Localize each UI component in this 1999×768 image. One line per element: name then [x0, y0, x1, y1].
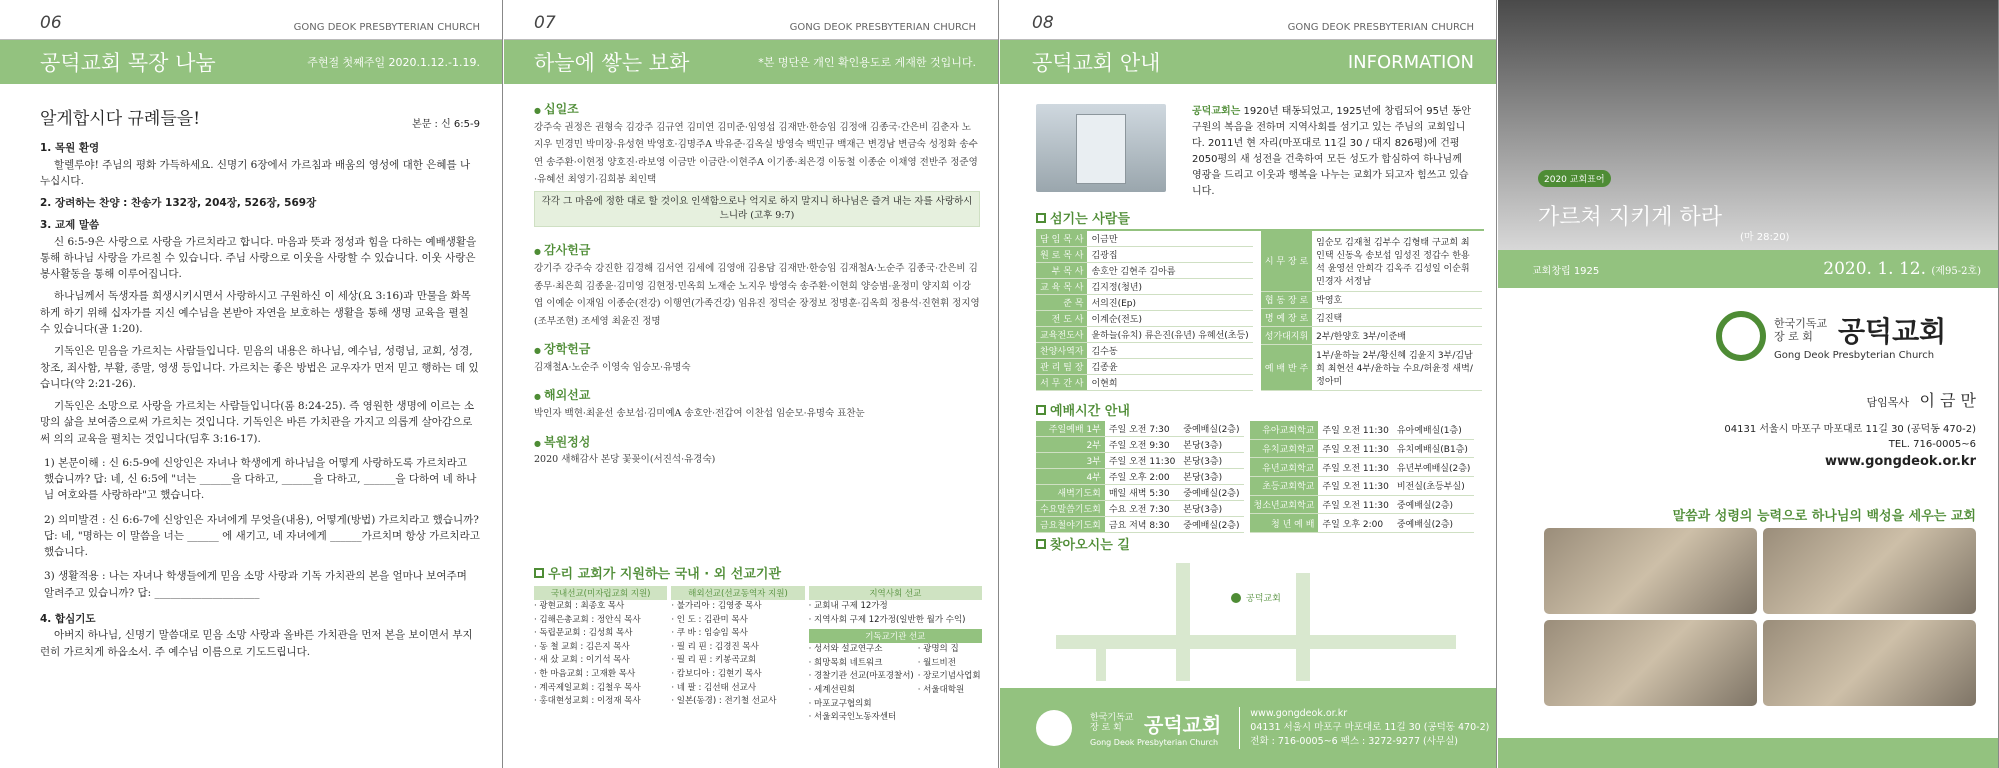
row-label: 금요철야기도회: [1036, 517, 1105, 533]
section-heading: 1. 목원 환영: [40, 142, 100, 155]
list-item: · 불가리아 : 김영중 목사: [671, 601, 762, 611]
footer-address: 04131 서울시 마포구 마포대로 11길 30 (공덕동 470-2): [1250, 721, 1490, 733]
paragraph: 기독인은 믿음을 가르치는 사람들입니다. 믿음의 내용은 하나님, 예수님, 성령님, 교회, 성경, 창조, 죄사함, 부활, 종말, 영생 등입니다. 가르치는 좋은 방법은 교우자가 먼저 믿고 행하는 데 있습니다(약 2:21-26).: [40, 345, 479, 390]
logo-name-en: Gong Deok Presbyterian Church: [1090, 738, 1219, 747]
cell: 김지정(청년): [1087, 279, 1252, 295]
church-location-marker: [1231, 593, 1241, 603]
list-item: · 장로기념사업회: [917, 671, 981, 682]
motto-badge: 2020 교회표어: [1538, 170, 1611, 187]
page-title: 공덕교회 안내: [1032, 51, 1161, 75]
cell: 유년부예배실(2층): [1393, 458, 1475, 477]
table-row: [1250, 458, 1475, 477]
website[interactable]: www.gongdeok.or.kr: [1824, 454, 1976, 469]
list-item: · 김해은총교회 : 정안식 목사: [534, 614, 641, 625]
row-label: 원 로 목 사: [1036, 247, 1087, 263]
church-name-en: GONG DEOK PRESBYTERIAN CHURCH: [789, 22, 976, 33]
row-label: 유치교회학교: [1250, 439, 1319, 458]
offering-heading: ● 해외선교: [534, 386, 980, 405]
row-label: 관 리 팀 장: [1036, 359, 1087, 375]
page-header: [504, 0, 998, 40]
table-row: [1250, 495, 1475, 514]
bottom-band: [1498, 738, 1998, 768]
date-band: [1498, 250, 1999, 288]
list-item: · 홍대현성교회 : 이정재 목사: [534, 696, 641, 707]
page-subtitle: 주현절 첫째주일 2020.1.12.-1.19.: [307, 56, 480, 69]
table-row: [1036, 327, 1253, 343]
page-07: [504, 0, 999, 768]
page-06: [0, 0, 503, 768]
cell: 김수동: [1087, 343, 1252, 359]
row-label: 수요말씀기도회: [1036, 501, 1105, 517]
list-item: · 월드비전: [917, 657, 956, 668]
mission-col-head: 해외선교(선교동역자 지원): [671, 586, 804, 600]
cell: 김종윤: [1087, 359, 1252, 375]
table-row: [1036, 311, 1253, 327]
row-label: 주일예배 1부: [1036, 421, 1105, 437]
table-row: [1250, 421, 1475, 439]
cell: 중예배실(2층): [1179, 517, 1243, 533]
map-section: [1036, 534, 1484, 687]
table-row: [1036, 247, 1253, 263]
cell: 주일 오전 11:30: [1318, 421, 1392, 439]
list-item: · 교회내 구제 12가정: [808, 601, 888, 611]
staff-title: 섬기는 사람들: [1036, 208, 1484, 227]
cell: 주일 오전 9:30: [1105, 437, 1179, 453]
cell: 중예배실(2층): [1179, 485, 1243, 501]
offering-heading: ● 십일조: [534, 100, 980, 119]
page-08: [1000, 0, 1497, 768]
congregation-photo: [1498, 0, 1999, 250]
logo-name: 공덕교회: [1144, 713, 1222, 737]
page-header: [0, 0, 502, 40]
list-item: · 경찰기관 선교(마포경찰서): [808, 671, 914, 682]
table-row: [1250, 476, 1475, 495]
cell: 1부/윤하늘 2부/황신혜 김윤지 3부/김남희 최현선 4부/윤하늘 수요/허윤정 새벽/정아미: [1312, 344, 1482, 390]
cell: 이현희: [1087, 375, 1252, 391]
row-label: 청 년 예 배: [1250, 514, 1319, 533]
question: 3) 생활적용 : 나는 자녀나 학생들에게 믿음 소망 사랑과 기독 가치관의 본을 얼마나 보여주며 알려주고 있습니까? 답: ____________________: [44, 570, 467, 599]
list-item: · 서울대학원: [917, 684, 965, 695]
cell: 금요 저녁 8:30: [1105, 517, 1179, 533]
table-row: [1036, 421, 1244, 437]
list-item: · 필 리 핀 : 키봉곡교회: [671, 655, 757, 666]
list-item: · 계곡제일교회 : 김철우 목사: [534, 682, 641, 693]
table-row: [1261, 326, 1482, 344]
page-header: [1000, 0, 1496, 40]
contact-block: [1724, 422, 1976, 472]
table-row: [1036, 263, 1253, 279]
row-label: 새벽기도회: [1036, 485, 1105, 501]
table-row: [1036, 453, 1244, 469]
row-label: 유년교회학교: [1250, 458, 1319, 477]
address: 04131 서울시 마포구 마포대로 11길 30 (공덕동 470-2): [1724, 424, 1976, 435]
worship-table: [1036, 421, 1244, 533]
list-item: · 광명의 집: [917, 644, 959, 655]
table-row: [1036, 501, 1244, 517]
church-intro: 공덕교회는 1920년 태동되었고, 1925년에 창립되어 95년 동안 구원의 복음을 전하며 지역사회를 섬기고 있는 주님의 교회입니다. 2011년 현 자리(마포대로 11길 30 / 대지 826평)에 건평 2050평의 새 성전을 건축하여 모든 성도가 합심하여 하나님께 영광을 드리고 이웃과 행복을 나누는 교회가 되고자 힘쓰고 있습니다.: [1192, 106, 1472, 197]
mission-col-head: 지역사회 선교: [809, 586, 982, 600]
cell: 윤하늘(유치) 류은진(유년) 유혜선(초등): [1087, 327, 1252, 343]
row-label: 3부: [1036, 453, 1105, 469]
table-row: [1036, 343, 1253, 359]
church-building-image: [1036, 104, 1166, 192]
table-row: [1036, 485, 1244, 501]
offering-names: 강기주 강주숙 강진한 김경해 김서연 김세에 김영애 김용담 김재만·한승임 김재철A·노순주 김종국·간은비 김종무·최은희 김종윤·김미영 김현정·민옥희 노재순 노지우 방영숙 송주환·이현희 양승범·윤정미 양지희 이강엽 이예순 이재임 이종순(전강) 이행연(가족건강) 임유진 정덕순 장정보 정명훈·김옥희 정용석·진현휘 정지영(조부조현) 조세영 최윤진 정명: [534, 262, 980, 327]
motto-reference: (마 28:20): [1740, 232, 1790, 243]
staff-section: [1036, 208, 1484, 391]
title-band: [1000, 40, 1496, 84]
mission-list: [918, 643, 981, 725]
sermon-heading: 알게합시다 규례들을!: [40, 109, 201, 129]
cell: 주일 오전 11:30: [1105, 453, 1179, 469]
cell: 김광집: [1087, 247, 1252, 263]
offering-heading: ● 장학헌금: [534, 340, 980, 359]
table-row: [1250, 439, 1475, 458]
list-item: · 서울외국인노동자센터: [808, 712, 897, 723]
table-row: [1036, 469, 1244, 485]
section-heading: 2. 장려하는 찬양 : 찬송가 132장, 204장, 526장, 569장: [40, 197, 317, 210]
list-item: · 캄보디아 : 김현기 목사: [671, 668, 762, 679]
mission-section: [534, 563, 982, 725]
bible-verse: 각각 그 마음에 정한 대로 할 것이요 인색함으로나 억지로 하지 말지니 하나님은 즐겨 내는 자를 사랑하시느니라 (고후 9:7): [534, 191, 980, 228]
pastor-line: 담임목사 이 금 만: [1866, 391, 1976, 410]
list-item: · 독립문교회 : 김성희 목사: [534, 628, 633, 639]
bulletin-date: 2020. 1. 12. (제95-2호): [1823, 259, 1981, 279]
paragraph: 신 6:5-9은 사랑으로 사랑을 가르치라고 합니다. 마음과 뜻과 정성과 힘을 다하는 예배생활을 통해 하나님 사랑을 가르칠 수 있습니다. 주님 사랑으로 이웃을 사랑할 수 있습니다. 이웃 사랑은 봉사활동을 통해 이루어집니다.: [40, 235, 477, 281]
cell: 주일 오전 11:30: [1318, 495, 1392, 514]
offering-names: 박인자 백현·최윤선 송보섭·김미예A 송호안·전갑여 이찬섭 임순모·유명숙 표찬눈: [534, 407, 865, 419]
row-label: 예 배 반 주: [1261, 344, 1312, 390]
cell: 김진택: [1312, 309, 1482, 327]
directions-map[interactable]: [1036, 553, 1476, 683]
list-item: · 희망목회 네트워크: [808, 657, 883, 668]
cell: 2부/한양호 3부/이준배: [1312, 326, 1482, 344]
list-item: · 지역사회 구제 12가정(일반한 월가 수익): [808, 614, 966, 625]
cell: 박영호: [1312, 291, 1482, 309]
photo: [1763, 620, 1976, 706]
row-label: 전 도 사: [1036, 311, 1087, 327]
mission-col-head: 국내선교(미자립교회 지원): [534, 586, 667, 600]
paragraph: 하나님께서 독생자를 희생시키시면서 사랑하시고 구원하신 이 세상(요 3:16)과 만물을 화목하게 하기 위해 십자가를 지신 예수님을 본받아 자연을 보호하는 생활을 통해 생명 교육을 펼칠 수 있습니다(골 1:20).: [40, 290, 471, 335]
page-footer: [1000, 688, 1496, 768]
list-item: · 성서와 설교연구소: [808, 644, 883, 655]
footer-website[interactable]: www.gongdeok.or.kr: [1250, 707, 1348, 719]
row-label: 유아교회학교: [1250, 421, 1319, 439]
logo-denomination: 한국기독교 장 로 회: [1090, 712, 1134, 733]
scripture-ref: 본문 : 신 6:5-9: [412, 118, 480, 130]
table-row: [1036, 375, 1253, 391]
cell: 주일 오전 11:30: [1318, 476, 1392, 495]
list-item: · 광현교회 : 최종호 목사: [534, 601, 625, 611]
list-item: · 일본(동경) : 전기철 선교사: [671, 696, 777, 707]
table-row: [1261, 231, 1482, 291]
church-name-en: GONG DEOK PRESBYTERIAN CHURCH: [293, 22, 480, 33]
page-title: 공덕교회 목장 나눔: [40, 51, 216, 75]
row-label: 담 임 목 사: [1036, 231, 1087, 247]
cell: 주일 오후 2:00: [1318, 514, 1392, 533]
mission-list: [809, 643, 914, 725]
question: 1) 본문이해 : 신 6:5-9에 신앙인은 자녀나 학생에게 하나님을 어떻게 사랑하도록 가르치라고 했습니까? 답: 네, 신 6:5에 "너는 ______을 다하고, ______을 다하고, ______을 다하여 네 하나님 여호와를 사랑하라"고 했습니다.: [44, 456, 477, 502]
church-logo: [1716, 310, 1946, 361]
page-title: 하늘에 쌓는 보화: [534, 51, 690, 75]
row-label: 교육전도사: [1036, 327, 1087, 343]
paragraph: 아버지 하나님, 신명기 말씀대로 믿음 소망 사랑과 올바른 가치관을 먼저 본을 보이면서 부지런히 가르치게 하옵소서. 주 예수님 이름으로 기도드립니다.: [40, 629, 473, 658]
cell: 송호안 김현주 김아름: [1087, 263, 1252, 279]
list-item: · 새 샀 교회 : 이기석 목사: [534, 655, 630, 666]
cell: 주일 오전 11:30: [1318, 458, 1392, 477]
cell: 유아예배실(1층): [1393, 421, 1475, 439]
table-row: [1036, 231, 1253, 247]
question: 2) 의미발견 : 신 6:6-7에 신앙인은 자녀에게 무엇을(내용), 어떻게(방법) 가르치라고 했습니까? 답: 네, "명하는 이 말씀을 너는 ______ 에 새기고, 네 자녀에게 ______가르치며 항상 가르치라고 했습니다.: [44, 513, 480, 559]
church-name-en: GONG DEOK PRESBYTERIAN CHURCH: [1287, 22, 1474, 33]
cover-page: [1498, 0, 1999, 768]
offering-heading: ● 감사헌금: [534, 241, 980, 260]
list-item: · 필 리 핀 : 김경진 목사: [671, 641, 759, 652]
cell: 이계순(전도): [1087, 311, 1252, 327]
church-motto: 가르쳐 지키게 하라: [1538, 205, 1723, 230]
worship-table: [1250, 421, 1475, 533]
cell: 본당(3층): [1179, 437, 1243, 453]
list-item: · 인 도 : 김관미 목사: [671, 614, 748, 625]
row-label: 시 무 장 로: [1261, 231, 1312, 291]
photo: [1544, 528, 1757, 614]
cell: 본당(3층): [1179, 501, 1243, 517]
page-subtitle: *본 명단은 개인 확인용도로 게재한 것입니다.: [758, 56, 976, 69]
offering-heading: ● 복원정성: [534, 433, 980, 452]
church-logo-icon: [1716, 311, 1766, 361]
mission-col-head: 기독교기관 선교: [809, 629, 982, 643]
page-number: 06: [40, 13, 62, 33]
page-number: 08: [1032, 13, 1054, 33]
cell: 중예배실(2층): [1393, 514, 1475, 533]
title-band: [0, 40, 502, 84]
founded-year: 교회창립 1925: [1532, 265, 1600, 277]
table-row: [1036, 295, 1253, 311]
row-label: 찬양사역자: [1036, 343, 1087, 359]
cell: 이금만: [1087, 231, 1252, 247]
row-label: 2부: [1036, 437, 1105, 453]
cell: 본당(3층): [1179, 469, 1243, 485]
map-title: 찾아오시는 길: [1036, 534, 1484, 553]
staff-table: [1036, 231, 1253, 391]
cell: 수요 오전 7:30: [1105, 501, 1179, 517]
list-item: · 한 마음교회 : 고재환 목사: [534, 668, 636, 679]
mission-title: 우리 교회가 지원하는 국내 · 외 선교기관: [534, 563, 982, 582]
row-label: 서 무 간 사: [1036, 375, 1087, 391]
logo-name-en: Gong Deok Presbyterian Church: [1774, 350, 1935, 361]
table-row: [1261, 309, 1482, 327]
mission-list: [809, 600, 982, 627]
list-item: · 동 철 교회 : 김은지 목사: [534, 641, 630, 652]
church-logo-icon: [1036, 710, 1072, 746]
staff-table: [1261, 231, 1482, 391]
row-label: 초등교회학교: [1250, 476, 1319, 495]
footer-phone: 전화 : 716-0005~6 팩스 : 3272-9277 (사무실): [1250, 736, 1458, 748]
paragraph: 기독인은 소망으로 사랑을 가르치는 사람들입니다(롬 8:24-25). 즉 영원한 생명에 이르는 소망의 삶을 보여줌으로써 가르치는 것입니다. 기독인은 바른 가치관을 가지고 의롭게 살아감으로써 의의 교육을 펼치는 것입니다(딤후 3:16-17).: [40, 400, 475, 445]
cell: 중예배실(2층): [1393, 495, 1475, 514]
row-label: 4부: [1036, 469, 1105, 485]
cell: 주일 오후 2:00: [1105, 469, 1179, 485]
paragraph: 할렐루야! 주님의 평화 가득하세요. 신명기 6장에서 가르침과 배움의 영성에 대한 은혜를 나누십시다.: [40, 158, 471, 187]
photo: [1544, 620, 1757, 706]
table-row: [1250, 514, 1475, 533]
mission-list: [534, 600, 667, 709]
offering-names: 김재철A·노순주 이영숙 임승모·유명숙: [534, 361, 691, 373]
row-label: 부 목 사: [1036, 263, 1087, 279]
table-row: [1036, 279, 1253, 295]
page-title-en: INFORMATION: [1347, 51, 1474, 73]
photo: [1763, 528, 1976, 614]
offering-names: 강주숙 권정은 권형숙 김강주 김규연 김미연 김미준·임영섭 김재만·한승임 김정애 김종국·간은비 김춘자 노지우 민경민 박미장·유성현 박영호·김명주A 박유준·김옥실 방영숙 백민규 백재근 변경남 변금숙 성정화 송수연 송주환·이현정 양호진·라보영 이금만 이금란·이현주A 이기종·최은경 이동철 이종순 이채영 전반주 정준영·유혜선 최영기·김희봉 최인택: [534, 121, 978, 186]
logo-denomination: 한국기독교 장 로 회: [1774, 316, 1828, 343]
cell: 매일 새벽 5:30: [1105, 485, 1179, 501]
cell: 유치예배실(B1층): [1393, 439, 1475, 458]
row-label: 명 예 장 로: [1261, 309, 1312, 327]
cell: 임순모 김재철 김부수 김형태 구교희 최인택 신동옥 송보섭 임성진 정갑수 한용석 윤영선 안희각 김옥주 김성일 이순휘 민경자 서정남: [1312, 231, 1482, 291]
offering-names: 2020 새해감사 본당 꽃꽂이(서진석·유경숙): [534, 454, 716, 466]
logo-name: 공덕교회: [1838, 315, 1947, 348]
section-heading: 4. 합심기도: [40, 612, 96, 625]
table-row: [1036, 517, 1244, 533]
cell: 비전실(초등부실): [1393, 476, 1475, 495]
photo-grid: [1544, 528, 1976, 706]
cell: 주일 오전 11:30: [1318, 439, 1392, 458]
row-label: 교 육 목 사: [1036, 279, 1087, 295]
row-label: 청소년교회학교: [1250, 495, 1319, 514]
title-band: [504, 40, 998, 84]
cell: 주일 오전 7:30: [1105, 421, 1179, 437]
list-item: · 마포교구협의회: [808, 698, 872, 709]
cell: 서의진(Ep): [1087, 295, 1252, 311]
list-item: · 세계선린회: [808, 684, 856, 695]
mission-list: [671, 600, 804, 709]
row-label: 협 동 장 로: [1261, 291, 1312, 309]
table-row: [1036, 359, 1253, 375]
map-church-label: 공덕교회: [1246, 594, 1281, 604]
page-number: 07: [534, 13, 556, 33]
cell: 중예배실(2층): [1179, 421, 1243, 437]
cell: 본당(3층): [1179, 453, 1243, 469]
section-heading: 3. 교제 말씀: [40, 219, 100, 232]
table-row: [1036, 437, 1244, 453]
list-item: · 네 팔 : 김선태 선교사: [671, 682, 757, 693]
table-row: [1261, 344, 1482, 390]
row-label: 준 목: [1036, 295, 1087, 311]
church-slogan: 말씀과 성령의 능력으로 하나님의 백성을 세우는 교회: [1672, 509, 1976, 524]
phone: TEL. 716-0005~6: [1888, 439, 1976, 450]
row-label: 성가대지휘: [1261, 326, 1312, 344]
worship-section: [1036, 400, 1484, 533]
table-row: [1261, 291, 1482, 309]
list-item: · 쿠 바 : 임승임 목사: [671, 628, 748, 639]
worship-title: 예배시간 안내: [1036, 400, 1484, 419]
